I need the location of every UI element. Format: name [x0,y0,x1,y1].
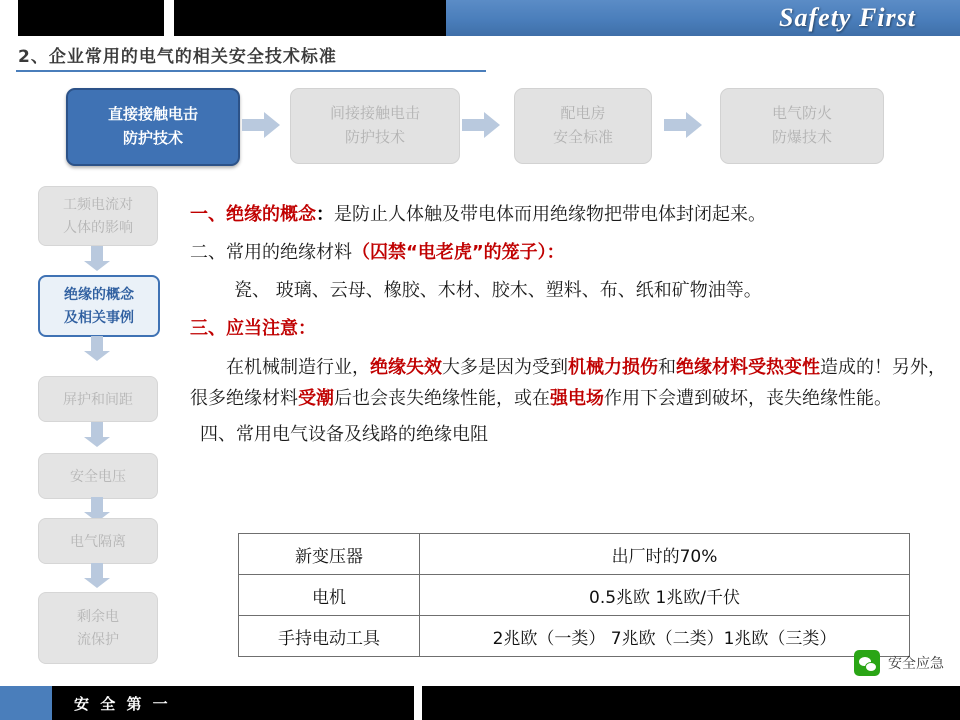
arrow-down-icon [82,563,112,589]
footer-slogan: 安 全 第 一 [74,695,171,713]
content-item-3-paragraph [190,352,950,414]
table-row [239,575,910,616]
table-cell-label: 电机 [239,575,420,616]
sidebar-item-residual-current-protection[interactable] [38,592,158,664]
content-item-1 [190,200,950,230]
p1-a: 在机械制造行业， [226,357,370,378]
flow-step-label-line1: 直接接触电击 [107,106,198,123]
bottom-banner [0,686,960,720]
arrow-down-icon [82,422,112,448]
sidebar-item-insulation-concept[interactable] [38,275,160,337]
item4-title: 常用电气设备及线路的绝缘电阻 [236,424,488,445]
banner-segment-white-mid [164,0,174,36]
sidebar-item-electrical-isolation[interactable] [38,518,158,564]
arrow-down-icon [82,246,112,272]
arrow-right-icon [664,110,704,140]
footer-segment-blue [0,686,52,720]
item1-term: 绝缘的概念 [226,204,316,225]
footer-segment-black-right [422,686,960,720]
flow-step-substation-standard[interactable] [514,88,652,164]
table-row [239,534,910,575]
item2-number: 二、 [190,242,226,263]
arrow-right-icon [462,110,502,140]
table-cell-label: 手持电动工具 [239,616,420,657]
flow-step-label-line1: 电气防火 [771,105,832,122]
sidebar-item-safety-voltage[interactable] [38,453,158,499]
sidebar-item-label-line2: 及相关事例 [64,309,134,325]
title-underline [16,70,486,72]
banner-title: Safety First [779,3,916,32]
item3-number: 三、 [190,318,226,339]
p1-b: 大多是因为受到 [442,357,568,378]
wechat-account-name: 安全应急 [888,656,944,672]
p1-highlight-5: 强电场 [550,388,604,409]
flow-step-label-line2: 安全标准 [552,129,613,146]
item2-highlight: （囚禁“电老虎”的笼子）： [352,242,565,263]
content-item-2-list: 瓷、 玻璃、云母、橡胶、木材、胶木、塑料、布、纸和矿物油等。 [234,280,762,301]
item2-lead: 常用的绝缘材料 [226,242,352,263]
sidebar-item-label-line2: 流保护 [77,631,119,647]
insulation-resistance-table [238,533,910,657]
sidebar-item-label-line1: 电气隔离 [70,532,126,549]
arrow-down-icon [82,336,112,362]
p1-e: 后也会丧失绝缘性能，或在 [334,388,550,409]
table-cell-value: 出厂时的70% [420,534,910,575]
page-title: 2、企业常用的电气的相关安全技术标准 [18,47,337,67]
flow-step-direct-contact[interactable] [66,88,240,166]
banner-segment-black-left [18,0,164,36]
wechat-icon [854,650,880,676]
content-item-2 [190,238,950,268]
p1-highlight-1: 绝缘失效 [370,357,442,378]
flow-step-label-line2: 防爆技术 [771,129,832,146]
table-cell-value: 2兆欧（一类） 7兆欧（二类）1兆欧（三类） [420,616,910,657]
item4-number: 四、 [200,424,236,445]
flow-step-label-line2: 防护技术 [122,130,183,147]
sidebar-item-power-frequency-current[interactable] [38,186,158,246]
sidebar-item-label-line1: 绝缘的概念 [64,286,134,302]
sidebar-item-shielding-spacing[interactable] [38,376,158,422]
content-body [190,200,950,458]
content-item-3 [190,314,950,344]
table-cell-label: 新变压器 [239,534,420,575]
content-item-4 [190,420,950,450]
flow-step-label-line1: 间接接触电击 [329,105,420,122]
sidebar-item-label-line1: 剩余电 [77,608,119,624]
item1-text: 是防止人体触及带电体而用绝缘物把带电体封闭起来。 [334,204,766,225]
sidebar-item-label-line2: 人体的影响 [63,219,133,235]
banner-segment-white-left [0,0,18,36]
item1-number: 一、 [190,204,226,225]
p1-highlight-2: 机械力损伤 [568,357,658,378]
sidebar-item-label-line1: 工频电流对 [63,196,133,212]
sidebar-item-label-line1: 屏护和间距 [63,390,133,407]
p1-f: 作用下会遭到破坏，丧失绝缘性能。 [604,388,892,409]
table-row [239,616,910,657]
sidebar-item-label-line1: 安全电压 [70,467,126,484]
top-banner [0,0,960,36]
p1-highlight-3: 绝缘材料受热变性 [676,357,820,378]
flow-step-indirect-contact[interactable] [290,88,460,164]
flow-step-label-line1: 配电房 [560,105,606,122]
p1-highlight-4: 受潮 [298,388,334,409]
wechat-badge [854,650,944,676]
table-cell-value: 0.5兆欧 1兆欧/千伏 [420,575,910,616]
flow-step-fire-explosion[interactable] [720,88,884,164]
footer-segment-white [414,686,422,720]
item1-colon: ： [316,204,334,225]
p1-d: 造成的！另外，很多绝缘材料 [190,357,946,409]
flow-step-label-line2: 防护技术 [344,129,405,146]
arrow-right-icon [242,110,282,140]
banner-segment-black-mid [174,0,446,36]
item3-title: 应当注意： [226,318,316,339]
p1-c: 和 [658,357,676,378]
